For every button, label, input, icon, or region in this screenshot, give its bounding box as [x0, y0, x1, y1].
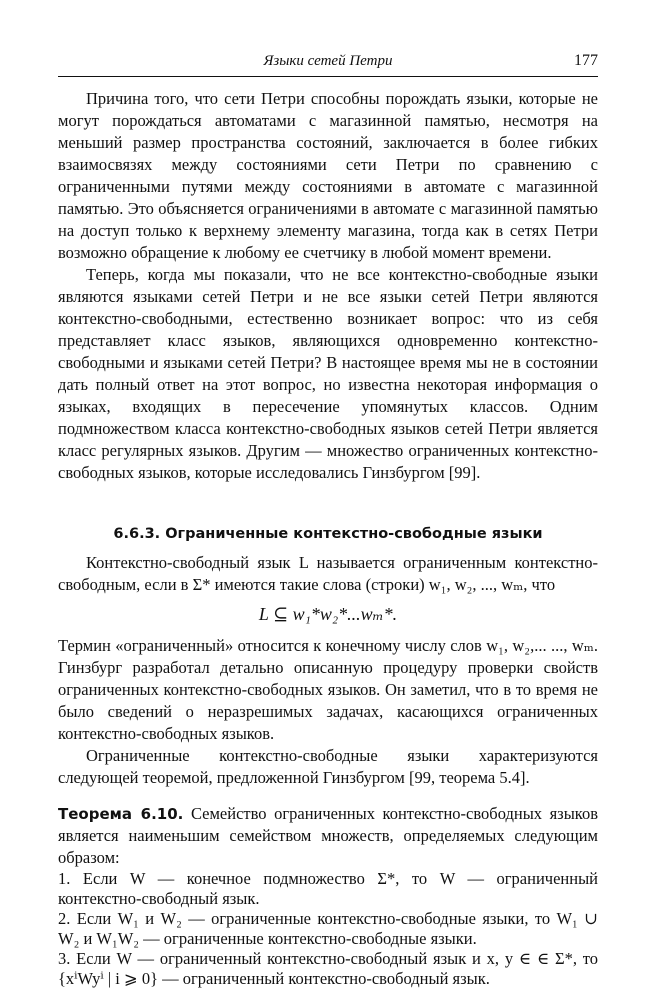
theorem-items	[58, 869, 598, 989]
theorem-item-1: 1. Если W — конечное подмножество Σ*, то W — ограниченный контекстно-свободный язык.	[58, 869, 598, 908]
theorem-item-2: 2. Если W₁ и W₂ — ограниченные контекстно-свободные языки, то W₁ ∪ W₂ и W₁W₂ — ограниченные контекстно-свободные языки.	[58, 909, 598, 948]
formula-bounded-language: L ⊆ w₁*w₂*...wₘ*.	[258, 604, 398, 624]
paragraph-1: Причина того, что сети Петри способны порождать языки, которые не могут порождаться автоматами с магазинной памятью, несмотря на меньший размер пространства состояний, заключается в более гибких взаимосвязях между состояниями сети Петри по сравнению с ограниченными путями между состояниями в автомате с магазинной памятью. Это объясняется ограничениями в автомате с магазинной памятью на доступ только к верхнему элементу магазина, тогда как в сетях Петри возможно обращение к любому ее счетчику в любой момент времени.	[58, 89, 598, 262]
paragraph-2: Теперь, когда мы показали, что не все контекстно-свободные языки являются языками сетей Петри и не все языки сетей Петри являются контекстно-свободными, естественно возникает вопрос: что из себя представляет класс языков, являющихся одновременно контекстно-свободными и языками сетей Петри? В настоящее время мы не в состоянии дать полный ответ на этот вопрос, но известна некоторая информация о языках, входящих в пересечение упомянутых классов. Одним подмножеством класса контекстно-свободных языков сетей Петри является класс регулярных языков. Другим — множество ограниченных контекстно-свободных языков, которые исследовались Гинзбургом [99].	[58, 265, 598, 482]
page-header	[58, 50, 598, 77]
page-number: 177	[574, 52, 598, 69]
section-heading: 6.6.3. Ограниченные контекстно-свободные языки	[113, 526, 543, 542]
page-body	[58, 88, 598, 989]
theorem-text: Семейство ограниченных контекстно-свободных языков является наименьшим семейством множеств, определяемых следующим образом:	[58, 804, 599, 867]
paragraph-4: Термин «ограниченный» относится к конечному числу слов w₁, w₂,... ..., wₘ. Гинзбург разработал детально описанную процедуру проверки свойств ограниченных контекстно-свободных языков. Он заметил, что в то время не было сведений о неразрешимых задачах, касающихся ограниченных контекстно-свободных языков.	[58, 636, 598, 743]
running-title: Языки сетей Петри	[263, 53, 393, 69]
theorem-label: Теорема 6.10.	[58, 805, 184, 823]
paragraph-5: Ограниченные контекстно-свободные языки характеризуются следующей теоремой, предложенной Гинзбургом [99, теорема 5.4].	[58, 746, 598, 787]
theorem-6-10	[58, 803, 598, 989]
theorem-statement	[58, 803, 598, 869]
theorem-item-3: 3. Если W — ограниченный контекстно-свободный язык и x, y ∈ ∈ Σ*, то {xⁱWyⁱ | i ⩾ 0} — ограниченный контекстно-свободный язык.	[58, 949, 598, 988]
paragraph-3: Контекстно-свободный язык L называется ограниченным контекстно-свободным, если в Σ* имеются такие слова (строки) w₁, w₂, ..., wₘ, что	[58, 553, 598, 594]
